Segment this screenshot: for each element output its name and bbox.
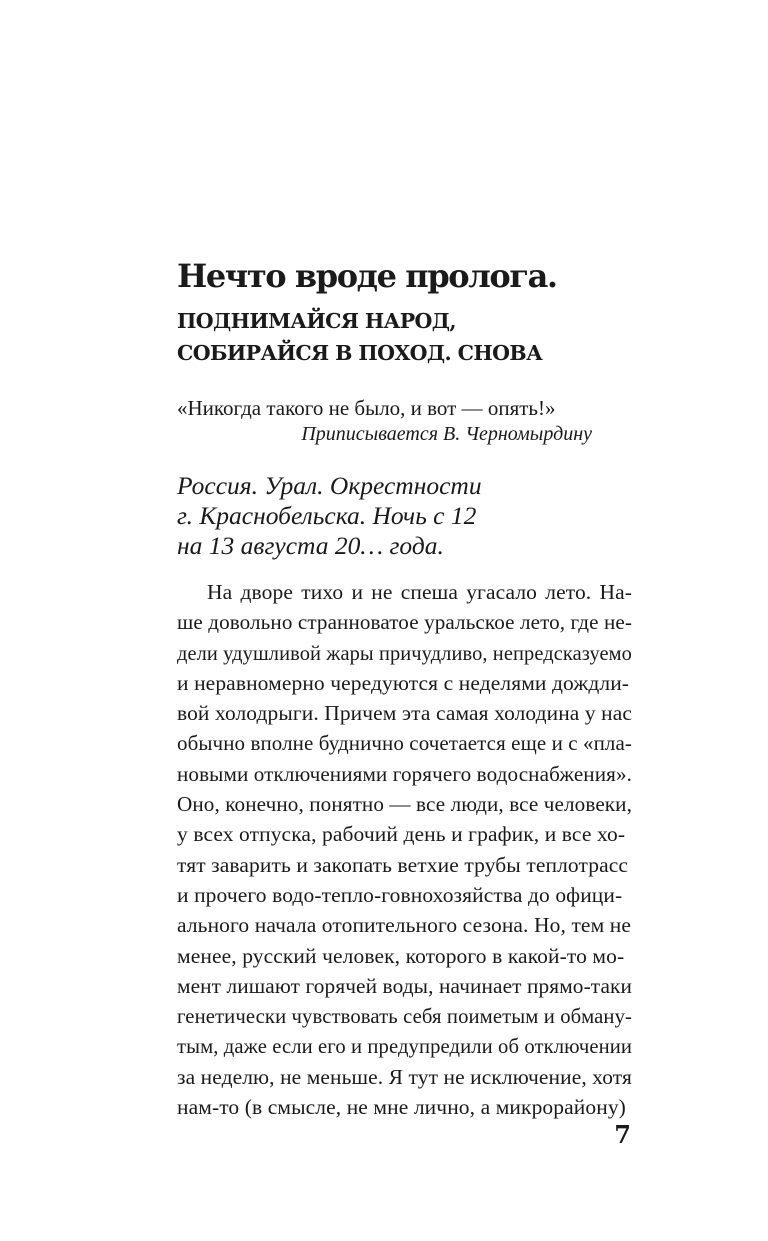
body-line: тят заварить и закопать ветхие трубы теплотрасс bbox=[177, 852, 629, 877]
body-line: новыми отключениями горячего водоснабжения». bbox=[177, 761, 633, 786]
body-line: мент лишают горячей воды, начинает прямо-таки bbox=[177, 973, 633, 998]
body-line: нам-то (в смысле, не мне лично, а микрорайону) bbox=[177, 1095, 626, 1120]
place-line: Россия. Урал. Окрестности bbox=[177, 471, 482, 500]
body-line: и неравномерно чередуются с неделями дождли- bbox=[177, 670, 630, 695]
body-line: Оно, конечно, понятно — все люди, все человеки, bbox=[177, 792, 632, 817]
body-line: тым, даже если его и предупредили об отключении bbox=[177, 1034, 633, 1059]
body-line: ального начала отопительного сезона. Но, тем не bbox=[177, 913, 632, 938]
chapter-subtitle-line: СОБИРАЙСЯ В ПОХОД. СНОВА bbox=[177, 341, 543, 365]
body-line: генетически чувствовать себя поиметым и обману- bbox=[177, 1004, 633, 1029]
body-line: за неделю, не меньше. Я тут не исключение, хотя bbox=[177, 1064, 632, 1089]
chapter-subtitle bbox=[177, 305, 542, 369]
body-line: На дворе тихо и не спеша угасало лето. На- bbox=[207, 580, 633, 604]
body-line: и прочего водо-тепло-говнохозяйства до офици- bbox=[177, 882, 623, 907]
body-line: ше довольно странноватое уральское лето, где не- bbox=[177, 610, 632, 635]
place-line: г. Краснобельска. Ночь с 12 bbox=[177, 501, 477, 530]
page-number: 7 bbox=[614, 1120, 631, 1149]
epigraph-attribution: Приписывается В. Черномырдину bbox=[301, 423, 592, 445]
body-line: обычно вполне буднично сочетается еще и с «пла- bbox=[177, 731, 632, 756]
place-and-time bbox=[177, 471, 482, 561]
body-line: менее, русский человек, которого в какой-то мо- bbox=[177, 943, 625, 968]
chapter-title: Нечто вроде пролога. bbox=[177, 257, 557, 295]
epigraph-quote: «Никогда такого не было, и вот — опять!» bbox=[177, 396, 556, 420]
body-paragraph bbox=[177, 577, 632, 1122]
body-line: у всех отпуска, рабочий день и график, и все хо- bbox=[177, 822, 626, 847]
chapter-subtitle-line: ПОДНИМАЙСЯ НАРОД, bbox=[177, 309, 456, 333]
place-line: на 13 августа 20… года. bbox=[177, 531, 444, 560]
body-line: вой холодрыги. Причем эта самая холодина у нас bbox=[177, 701, 632, 726]
body-line: дели удушливой жары причудливо, непредсказуемо bbox=[177, 640, 632, 665]
